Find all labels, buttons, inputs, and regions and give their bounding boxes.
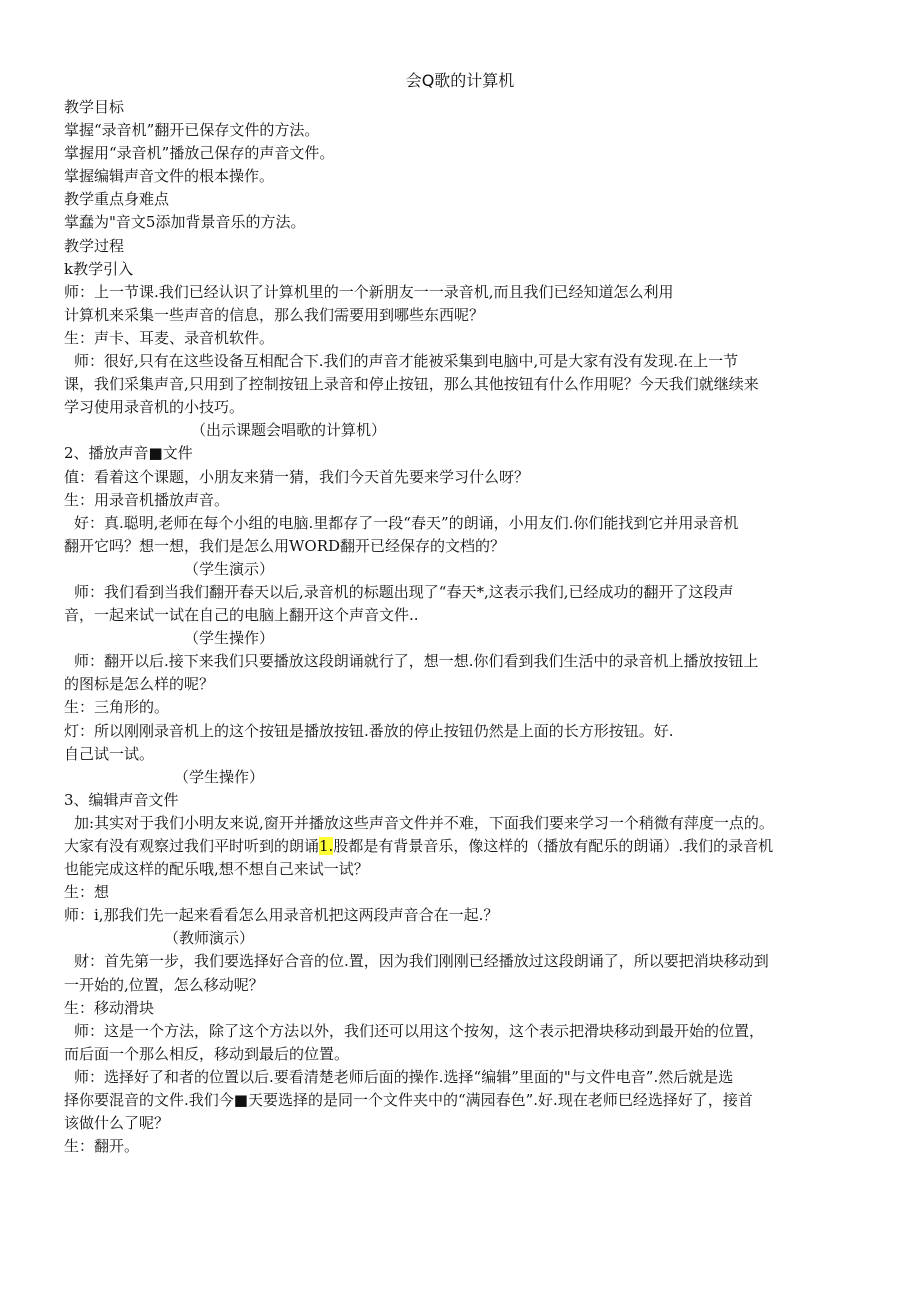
paragraph-line: 好：真.聪明,老师在每个小组的电脑.里都存了一段“春天”的朗诵，小用友们.你们能找到它并用录音机 — [74, 513, 739, 532]
paragraph-line: 师：上一节课.我们已经认识了计算机里的一个新朋友一一录音机,而且我们已经知道怎么利用 — [64, 282, 674, 301]
paragraph-line: 师：i,那我们先一起来看看怎么用录音机把这两段声音合在一起.？ — [64, 906, 499, 925]
paragraph-line: 而后面一个那么相反，移动到最后的位置。 — [64, 1044, 350, 1063]
stage-direction: （出示课题会唱歌的计算机） — [191, 421, 387, 440]
stage-direction: （教师演示） — [164, 929, 255, 948]
paragraph-line: 师：选择好了和者的位置以后.要看清楚老师后面的操作.选择“编辑”里面的"与文件电音”.然后就是选 — [74, 1067, 734, 1086]
document-title: 会Q歌的计算机 — [405, 71, 515, 90]
paragraph-text: 股都是有背景音乐，像这样的（播放有配乐的朗诵）.我们的录音机 — [333, 837, 774, 855]
document-body — [64, 96, 876, 1158]
paragraph-line: 择你要混音的文件.我们今■天要选择的是同一个文件夹中的“满园春色”.好.现在老师巳经选择好了，接首 — [64, 1091, 753, 1110]
paragraph-line: 生：移动滑块 — [64, 998, 155, 1017]
paragraph-line: 翻开它吗？想一想，我们是怎么用WORD翻开已经保存的文档的？ — [64, 536, 506, 555]
paragraph-line: 值：看着这个课题，小朋友来猜一猜，我们今天首先要来学习什么呀？ — [64, 467, 530, 486]
paragraph-text: 大家有没有观察过我们平时听到的朗诵 — [64, 837, 320, 855]
paragraph-line: 的图标是怎么样的呢？ — [64, 675, 215, 694]
paragraph-line: 该做什么了呢？ — [64, 1114, 170, 1133]
paragraph-line: 生：翻开。 — [64, 1137, 140, 1156]
stage-direction: （学生操作） — [174, 767, 265, 786]
paragraph-line: 计算机来采集一些声音的信息，那么我们需要用到哪些东西呢？ — [64, 305, 485, 324]
paragraph-line: 掌握“录音机”翻开已保存文件的方法。 — [64, 121, 320, 140]
paragraph-line: 生：想 — [64, 883, 110, 902]
paragraph-line: 掌蠢为"音文5添加背景音乐的方法。 — [64, 213, 306, 232]
paragraph-line: 师：翻开以后.接下来我们只要播放这段朗诵就行了，想一想.你们看到我们生活中的录音机上播放按钮上 — [74, 652, 759, 671]
paragraph-line: 师：我们看到当我们翻开春天以后,录音机的标题出现了“春天*,这表示我们,已经成功的翻开了这段声 — [74, 582, 734, 601]
stage-direction: （学生演示） — [184, 559, 275, 578]
paragraph-line: 也能完成这样的配乐哦,想不想自己来试一试？ — [64, 860, 369, 879]
section-heading: 2、播放声音■文件 — [64, 444, 193, 463]
paragraph-line: 财：首先第一步，我们要选择好合音的位.置，因为我们刚刚已经播放过这段朗诵了，所以要把消块移动到 — [74, 952, 769, 971]
paragraph-line: 一开始的,位置，怎么移动呢？ — [64, 975, 264, 994]
section-heading: 教学重点身难点 — [64, 190, 170, 209]
section-heading: 教学过程 — [64, 236, 125, 255]
paragraph-line: 师：很好,只有在这些设备互相配合下.我们的声音才能被采集到电脑中,可是大家有没有发现.在上一节 — [74, 352, 739, 371]
paragraph-line: 学习使用录音机的小技巧。 — [64, 398, 245, 417]
paragraph-line: 掌握用“录音机”播放己保存的声音文件。 — [64, 144, 335, 163]
paragraph-line: 生：三角形的。 — [64, 698, 170, 717]
paragraph-line: 音，一起来试一试在自己的电脑上翻开这个声音文件.. — [64, 606, 419, 625]
stage-direction: （学生操作） — [184, 629, 275, 648]
highlighted-text: 1. — [319, 837, 334, 855]
paragraph-line: 师：这是一个方法，除了这个方法以外，我们还可以用这个按匆，这个表示把滑块移动到最开始的位置， — [74, 1021, 765, 1040]
paragraph-line: 生：用录音机播放声音。 — [64, 490, 230, 509]
section-heading: k教学引入 — [64, 259, 134, 278]
paragraph-line: 课，我们采集声音,只用到了控制按钮上录音和停止按钮，那么其他按钮有什么作用呢？今天我们就继续来 — [64, 375, 759, 394]
section-heading: 3、编辑声音文件 — [64, 790, 179, 809]
section-heading: 教学目标 — [64, 98, 125, 116]
paragraph-line — [64, 835, 876, 858]
paragraph-line: 掌握编辑声音文件的根本操作。 — [64, 167, 275, 186]
paragraph-line: 加:其实对于我们小明友来说,窗开并播放这些声音文件并不难，下面我们要来学习一个稍微有萍度一点的。 — [74, 813, 774, 832]
paragraph-line: 生：声卡、耳麦、录音机软件。 — [64, 328, 275, 347]
paragraph-line: 自己试一试。 — [64, 744, 155, 763]
paragraph-line: 灯：所以刚刚录音机上的这个按钮是播放按钮.番放的停止按钮仍然是上面的长方形按钮。好. — [64, 721, 674, 740]
